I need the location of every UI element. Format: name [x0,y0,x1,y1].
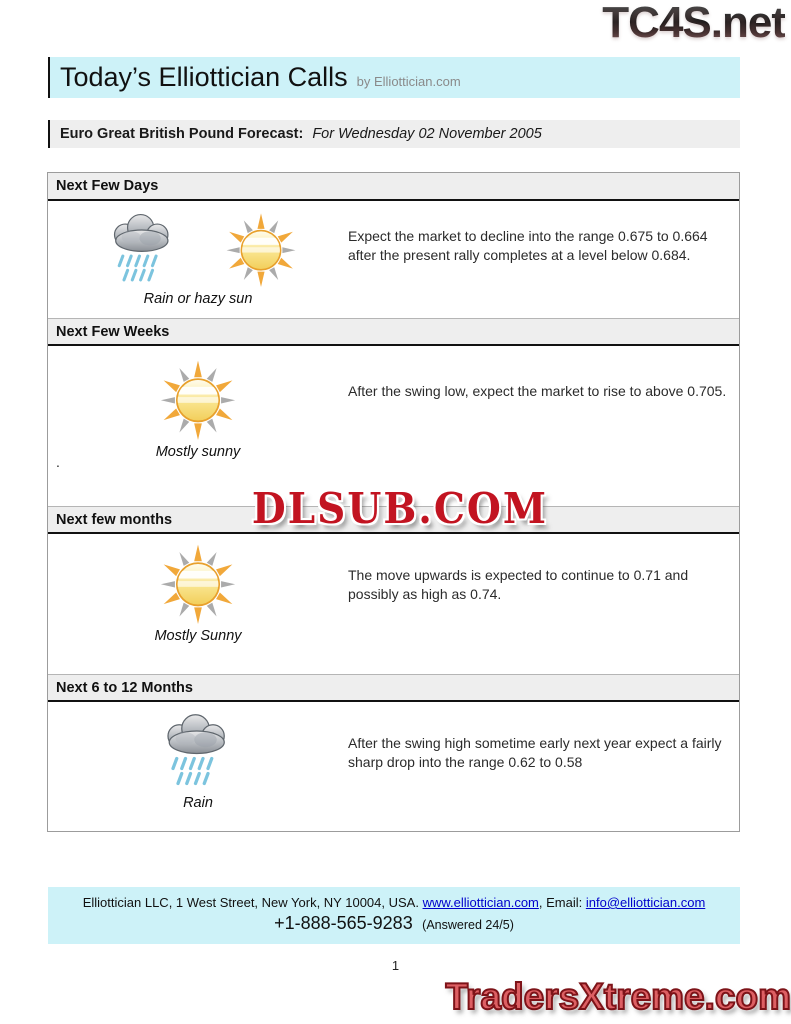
forecast-label: Euro Great British Pound Forecast: [60,126,304,142]
phone-number: +1-888-565-9283 [274,913,413,933]
page-number: 1 [391,958,400,973]
tradersxtreme-logo: TradersXtreme.com [445,976,791,1017]
tc4s-logo: TC4S.net [602,0,785,47]
icon-column [48,534,348,674]
footer-phone-line [48,913,740,934]
forecast-text: The move upwards is expected to continue to 0.71 and possibly as high as 0.74. [348,567,689,602]
page-byline: by Elliottician.com [356,74,461,89]
forecast-bar [48,120,740,148]
footer-address [48,895,740,910]
dlsub-watermark: DLSUB.COM [251,484,549,534]
page-title: Today’s Elliottician Calls [60,62,348,92]
section-header-next-few-weeks: Next Few Weeks [48,318,739,346]
phone-note: (Answered 24/5) [422,918,514,932]
forecast-text: After the swing high sometime early next year expect a fairly sharp drop into the range 0.62 to 0.58 [348,735,722,770]
weather-caption: Mostly Sunny [154,628,242,644]
rain-cloud-icon [153,711,243,791]
section-header-next-few-months: Next few months [48,506,739,534]
icon-column [48,702,348,831]
forecast-date: For Wednesday 02 November 2005 [312,126,542,142]
footer-bar [48,887,740,944]
weather-caption: Rain or hazy sun [143,291,253,307]
weather-caption: Mostly sunny [155,444,241,460]
icon-column [48,201,348,318]
section-next-few-days [48,201,739,318]
section-next-few-months [48,534,739,674]
section-header-next-6-12-months: Next 6 to 12 Months [48,674,739,702]
stray-period: . [56,454,60,470]
email-label: , Email: [538,895,586,910]
website-link[interactable]: www.elliottician.com [422,895,539,910]
sun-icon [157,542,239,624]
section-header-next-few-days: Next Few Days [48,173,739,201]
icon-row [97,211,299,287]
forecast-text: After the swing low, expect the market to rise to above 0.705. [348,383,727,399]
rain-cloud-icon [97,211,189,287]
sun-icon [157,358,239,440]
section-next-6-12-months [48,702,739,831]
weather-caption: Rain [183,795,213,811]
email-link[interactable]: info@elliottician.com [585,895,706,910]
forecast-text: Expect the market to decline into the range 0.675 to 0.664 after the present rally completes at a level below 0.684. [348,228,708,263]
hazy-sun-icon [223,211,299,287]
title-bar [48,57,740,98]
address-text: Elliottician LLC, 1 West Street, New York, NY 10004, USA. [82,895,423,910]
